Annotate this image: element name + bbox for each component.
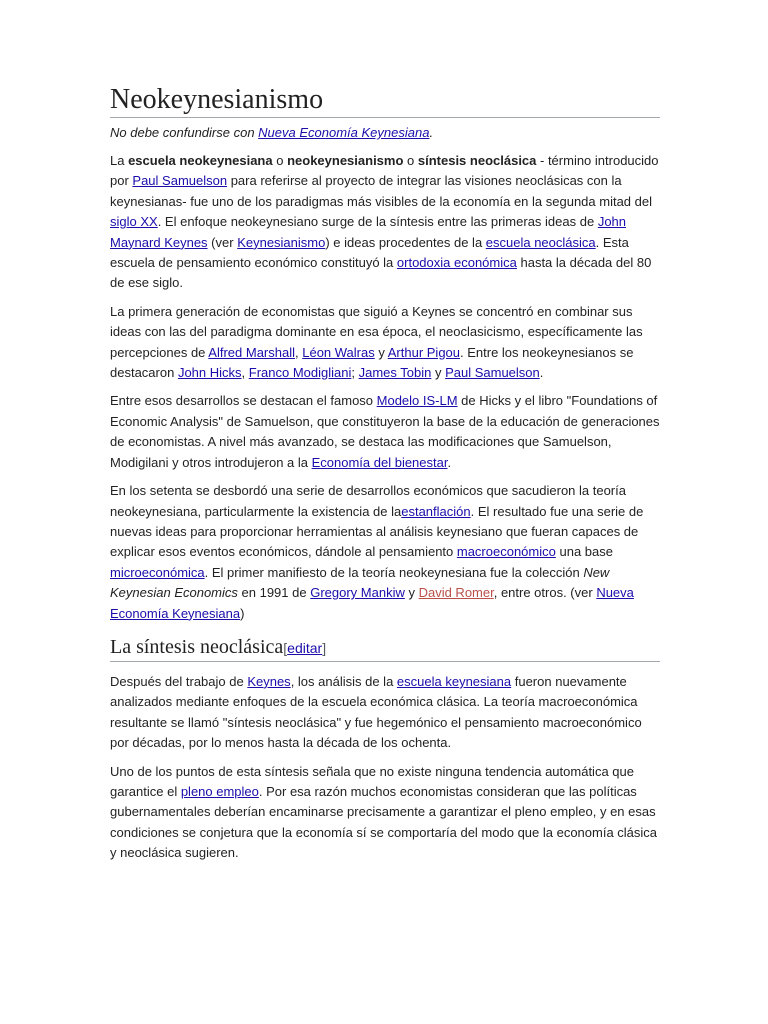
link-john-maynard-keynes[interactable]: John Maynard Keynes	[110, 214, 627, 250]
link-escuela-neoclasica[interactable]: escuela neoclásica	[485, 234, 596, 250]
link-nueva-economia-keynesiana[interactable]: Nueva Economía Keynesiana	[258, 125, 430, 140]
paragraph-first-generation	[110, 302, 660, 384]
edit-link[interactable]: editar	[287, 639, 323, 656]
paragraph-seventies	[110, 481, 660, 624]
link-modelo-is-lm[interactable]: Modelo IS-LM	[376, 393, 458, 409]
text: . El enfoque neokeynesiano surge de la síntesis entre las primeras ideas de	[157, 214, 598, 230]
text: La	[110, 153, 129, 168]
text: ) e ideas procedentes de la	[325, 234, 486, 250]
text: una base	[555, 544, 613, 560]
text: ,	[295, 344, 303, 360]
paragraph-after-keynes	[110, 672, 660, 754]
link-franco-modigliani[interactable]: Franco Modigliani	[248, 365, 352, 381]
text: , entre otros. (ver	[493, 585, 597, 601]
link-leon-walras[interactable]: Léon Walras	[302, 344, 375, 360]
link-pleno-empleo[interactable]: pleno empleo	[180, 783, 259, 799]
bracket: [	[283, 639, 288, 656]
link-paul-samuelson-2[interactable]: Paul Samuelson	[445, 365, 540, 381]
link-james-tobin[interactable]: James Tobin	[358, 365, 432, 381]
link-arthur-pigou[interactable]: Arthur Pigou	[387, 344, 461, 360]
text: )	[240, 605, 245, 621]
edit-section	[283, 640, 326, 656]
text: de Hicks y el libro "Foundations of Economic Analysis" de Samuelson, que constituyeron la base de la educación de generaciones de economistas. A nivel más avanzado, se destaca las modificaciones que Samuelson, Modigilani y otros introdujeron a la	[110, 393, 660, 470]
paragraph-developments	[110, 391, 660, 473]
link-gregory-mankiw[interactable]: Gregory Mankiw	[310, 585, 405, 601]
section-heading	[110, 634, 660, 662]
link-microeconomica[interactable]: microeconómica	[110, 564, 205, 580]
link-david-romer[interactable]: David Romer	[418, 585, 494, 601]
link-nueva-economia-keynesiana-2[interactable]: Nueva Economía Keynesiana	[110, 585, 634, 621]
page-title: Neokeynesianismo	[110, 83, 660, 118]
link-ortodoxia-economica[interactable]: ortodoxia económica	[396, 255, 517, 271]
text: . El resultado fue una serie de nuevas ideas para proporcionar herramientas al análisis keynesiano que fueran capaces de explicar esos eventos económicos, dándole al pensamiento	[110, 503, 644, 560]
bold-term: neokeynesianismo	[287, 153, 404, 168]
link-keynesianismo[interactable]: Keynesianismo	[237, 234, 326, 250]
text: La primera generación de economistas que siguió a Keynes se concentró en combinar sus ideas con las del paradigma dominante en esa época, el neoclasicismo, específicamente las percepciones de	[110, 303, 643, 360]
link-siglo-xx[interactable]: siglo XX	[110, 214, 158, 230]
text: ;	[351, 365, 359, 381]
link-paul-samuelson[interactable]: Paul Samuelson	[132, 173, 228, 189]
text: Entre esos desarrollos se destacan el famoso	[110, 393, 377, 409]
text: y	[431, 365, 446, 381]
text: . Por esa razón muchos economistas consideran que las políticas gubernamentales deberían encaminarse precisamente a garantizar el pleno empleo, y en esas condiciones se conjetura que la economía sí se comportaría del modo que la economía clásica y neoclásica sugieren.	[110, 783, 658, 861]
text: o	[272, 153, 288, 168]
hatnote-suffix: .	[429, 125, 434, 140]
text: - término introducido por	[110, 153, 659, 189]
text: para referirse al proyecto de integrar las visiones neoclásicas con la keynesianas- fue uno de los paradigmas más visibles de la economía en la segunda mitad del	[110, 173, 652, 209]
text: . Esta escuela de pensamiento económico constituyó la	[110, 234, 629, 271]
text: hasta la década del 80 de ese siglo.	[110, 255, 652, 291]
text: o	[403, 153, 418, 168]
text: (ver	[207, 234, 238, 250]
link-estanflacion[interactable]: estanflación	[401, 503, 471, 519]
hatnote-text: No debe confundirse con	[110, 125, 259, 140]
link-alfred-marshall[interactable]: Alfred Marshall	[208, 344, 295, 360]
link-keynes[interactable]: Keynes	[247, 673, 291, 689]
link-john-hicks[interactable]: John Hicks	[177, 365, 242, 381]
article-content	[110, 83, 660, 872]
text: ,	[241, 365, 249, 381]
link-economia-del-bienestar[interactable]: Economía del bienestar	[311, 454, 448, 470]
text: y	[374, 344, 388, 360]
link-macroeconomico[interactable]: macroeconómico	[456, 544, 556, 560]
text: , los análisis de la	[290, 673, 397, 689]
bold-term: escuela neokeynesiana	[128, 153, 273, 168]
text: y	[404, 585, 419, 601]
text: Uno de los puntos de esta síntesis señala que no existe ninguna tendencia automática que garantice el	[110, 763, 634, 799]
intro-paragraph	[110, 151, 660, 294]
text: .	[447, 454, 452, 470]
text: . Entre los neokeynesianos se destacaron	[110, 344, 634, 381]
text: en 1991 de	[237, 585, 311, 601]
text: . El primer manifiesto de la teoría neokeynesiana fue la colección	[204, 564, 584, 580]
hatnote	[110, 123, 660, 143]
section-heading-text: La síntesis neoclásica	[110, 635, 284, 658]
link-escuela-keynesiana[interactable]: escuela keynesiana	[396, 673, 512, 689]
italic-title: New Keynesian Economics	[110, 564, 610, 601]
text: En los setenta se desbordó una serie de desarrollos económicos que sacudieron la teoría neokeynesiana, particularmente la existencia de la	[110, 483, 626, 519]
text: Después del trabajo de	[110, 673, 248, 689]
text: fueron nuevamente analizados mediante enfoques de la escuela económica clásica. La teoría macroeconómica resultante se llamó "síntesis neoclásica" y fue hegemónico el pensamiento macroeconómico por décadas, por lo menos hasta la década de los ochenta.	[110, 673, 642, 751]
bold-term: síntesis neoclásica	[417, 153, 537, 168]
text: .	[539, 365, 544, 381]
bracket: ]	[322, 639, 327, 656]
paragraph-full-employment	[110, 762, 660, 864]
